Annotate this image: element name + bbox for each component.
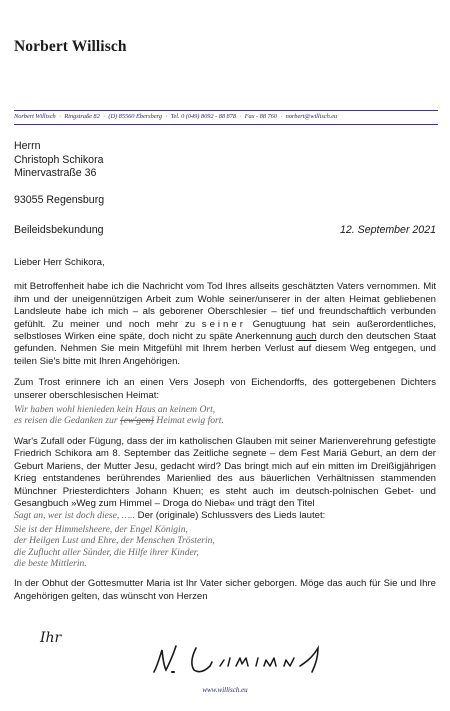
verse-line-part: Heimat ewig fort. [156, 415, 224, 427]
verse-line: Sie ist der Himmelsheere, der Engel Königin, [14, 523, 188, 535]
letterhead-phone: Tel. 0 (049) 8092 - 88 878 [170, 113, 236, 120]
paragraph-closing: In der Obhut der Gottesmutter Maria ist Ihr Vater sicher geborgen. Möge das auch für Sie und Ihre Angehörigen gelten, das wünscht von Herzen [14, 578, 436, 602]
verse-line: die beste Mittlerin. [14, 557, 87, 569]
salutation: Lieber Herr Schikora, [14, 257, 105, 268]
underlined-word: auch [295, 331, 317, 343]
verse-line-part: es reisen die Gedanken zur [14, 415, 118, 427]
song-title: Sagt an, wer ist doch diese, ….. [14, 510, 135, 522]
paragraph-condolence-part1: mit Betroffenheit habe ich die Nachricht vom Tod Ihres allseits geschätzten Vaters vernommen. Mit ihm und der uneigennützigen Arbeit zum Wohle seiner/unserer in der alten Heimat gebliebenen Landsleute habe ich mich – als geborener Oberschlesier – tief und freundschaftlich verbunden gefühlt. Zu meiner und noch mehr zu [14, 281, 436, 330]
recipient-city: 93055 Regensburg [14, 193, 105, 206]
verse-line: Wir haben wohl hienieden kein Haus an keinem Ort, [14, 404, 216, 416]
separator-dot: · [103, 113, 105, 120]
spaced-word: seiner [201, 318, 246, 330]
separator-dot: · [239, 113, 242, 120]
eichendorff-verse [14, 404, 436, 427]
letterhead-address-line [14, 113, 438, 120]
paragraph-marienlied-text: War's Zufall oder Fügung, dass der im katholischen Glauben mit seiner Marienverehrung gefestigte Friedrich Schikora am 8. September das Zeitliche segnete – dem Fest Mariä Geburt, an dem der Geburt Mariens, der Mutter Jesu, gedacht wird? Das bringt mich auf ein mitten im Dreißigjährigen Krieg entstandenes berührendes Marienlied des aus bäuerlichen Verhältnissen stammenden Münchner Priesterdichters Johann Khuen; es steht auch im deutsch-polnischen Gebet- und Gesangbuch »Weg zum Himmel – Droga do Nieba« und trägt den Titel [14, 435, 436, 509]
verse-line: die Zuflucht aller Sünder, die Hilfe ihrer Kinder, [14, 546, 199, 558]
recipient-address-block [14, 140, 104, 207]
verse-line [14, 415, 436, 426]
struck-word: [ew'gen] [119, 415, 154, 427]
paragraph-condolence [14, 281, 436, 368]
paragraph-marienlied-tail: Der (originale) Schlussvers des Lieds lautet: [137, 510, 326, 522]
recipient-name: Christoph Schikora [14, 153, 104, 166]
separator-dot: · [165, 113, 168, 120]
song-final-verse [14, 524, 436, 570]
letterhead-rule-top [14, 110, 438, 111]
letter-date: 12. September 2021 [339, 224, 436, 236]
verse-line: der Heilgen Lust und Ehre, der Menschen Trösterin, [14, 535, 215, 547]
handwritten-closing: Ihr [40, 630, 62, 646]
paragraph-condolence-part2: Genugtuung hat sein außerordentliches, selbstloses Wirken eine späte, doch nicht zu späte Anerkennung [14, 318, 436, 343]
letterhead-rule-bottom [14, 124, 438, 125]
recipient-street: Minervastraße 36 [14, 167, 97, 180]
paragraph-marienlied [14, 436, 436, 523]
letterhead-address-name: Norbert Willisch [14, 113, 56, 120]
website-link[interactable]: www.willisch.eu [202, 686, 248, 694]
paragraph-consolation: Zum Trost erinnere ich an einen Vers Joseph von Eichendorffs, des gottergebenen Dichters unserer oberschlesischen Heimat: [14, 377, 436, 401]
separator-dot: · [59, 113, 61, 120]
letterhead-address-street: Ringstraße 82 [64, 113, 100, 120]
letterhead-address-city: (D) 85560 Ebersberg [108, 113, 162, 120]
recipient-salutation-line: Herrn [14, 140, 41, 152]
letterhead-email: norbert@willisch.eu [285, 113, 338, 120]
paragraph-condolence-part3: durch den deutschen Staat gefunden. Nehmen Sie mein Mitgefühl mit Ihrem herben Verlust auf diesem Weg entgegen, und teilen Sie's bitte mit Ihren Angehörigen. [14, 331, 437, 367]
sender-name: Norbert Willisch [14, 38, 127, 55]
letterhead-fax: Fax - 88 760 [244, 113, 277, 120]
subject-line: Beileidsbekundung [14, 224, 104, 236]
letter-body [14, 257, 436, 612]
separator-dot: · [280, 113, 283, 120]
handwritten-signature [150, 636, 360, 678]
